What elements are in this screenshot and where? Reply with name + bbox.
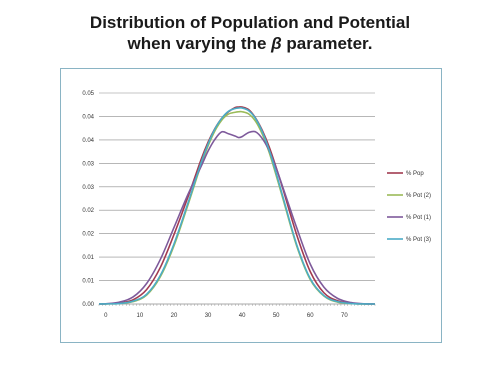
series-line-pot-2 (99, 112, 375, 304)
legend-label: % Pot (2) (406, 193, 432, 199)
y-tick-label: 0.03 (82, 184, 94, 191)
slide-title (0, 12, 500, 54)
y-tick-label: 0.01 (82, 255, 94, 262)
legend-label: % Pot (1) (406, 215, 432, 221)
title-line-2-suffix: parameter. (281, 34, 373, 53)
y-tick-label: 0.02 (82, 231, 94, 238)
chart-frame (60, 68, 442, 343)
title-line-2-prefix: when varying the (127, 34, 272, 53)
beta-symbol: β (271, 34, 282, 53)
x-tick-label: 60 (306, 313, 314, 319)
legend-label: % Pot (3) (406, 237, 432, 243)
y-tick-label: 0.05 (82, 91, 94, 97)
line-chart (61, 69, 441, 342)
x-tick-label: 50 (272, 313, 280, 319)
x-tick-label: 70 (340, 313, 348, 319)
y-tick-label: 0.04 (82, 114, 94, 121)
y-tick-label: 0.03 (82, 161, 94, 168)
title-line-1: Distribution of Population and Potential (89, 13, 411, 32)
title-line-2 (0, 33, 500, 54)
series-line-pot-1 (99, 131, 375, 304)
x-tick-label: 30 (204, 313, 212, 319)
legend-label: % Pop (406, 171, 424, 177)
x-tick-label: 40 (238, 313, 246, 319)
x-tick-label: 20 (170, 313, 178, 319)
y-tick-label: 0.01 (82, 278, 94, 285)
y-tick-label: 0.00 (82, 302, 94, 308)
y-tick-label: 0.02 (82, 208, 94, 215)
y-tick-label: 0.04 (82, 137, 94, 144)
x-tick-label: 0 (104, 313, 108, 319)
x-tick-label: 10 (136, 313, 144, 319)
